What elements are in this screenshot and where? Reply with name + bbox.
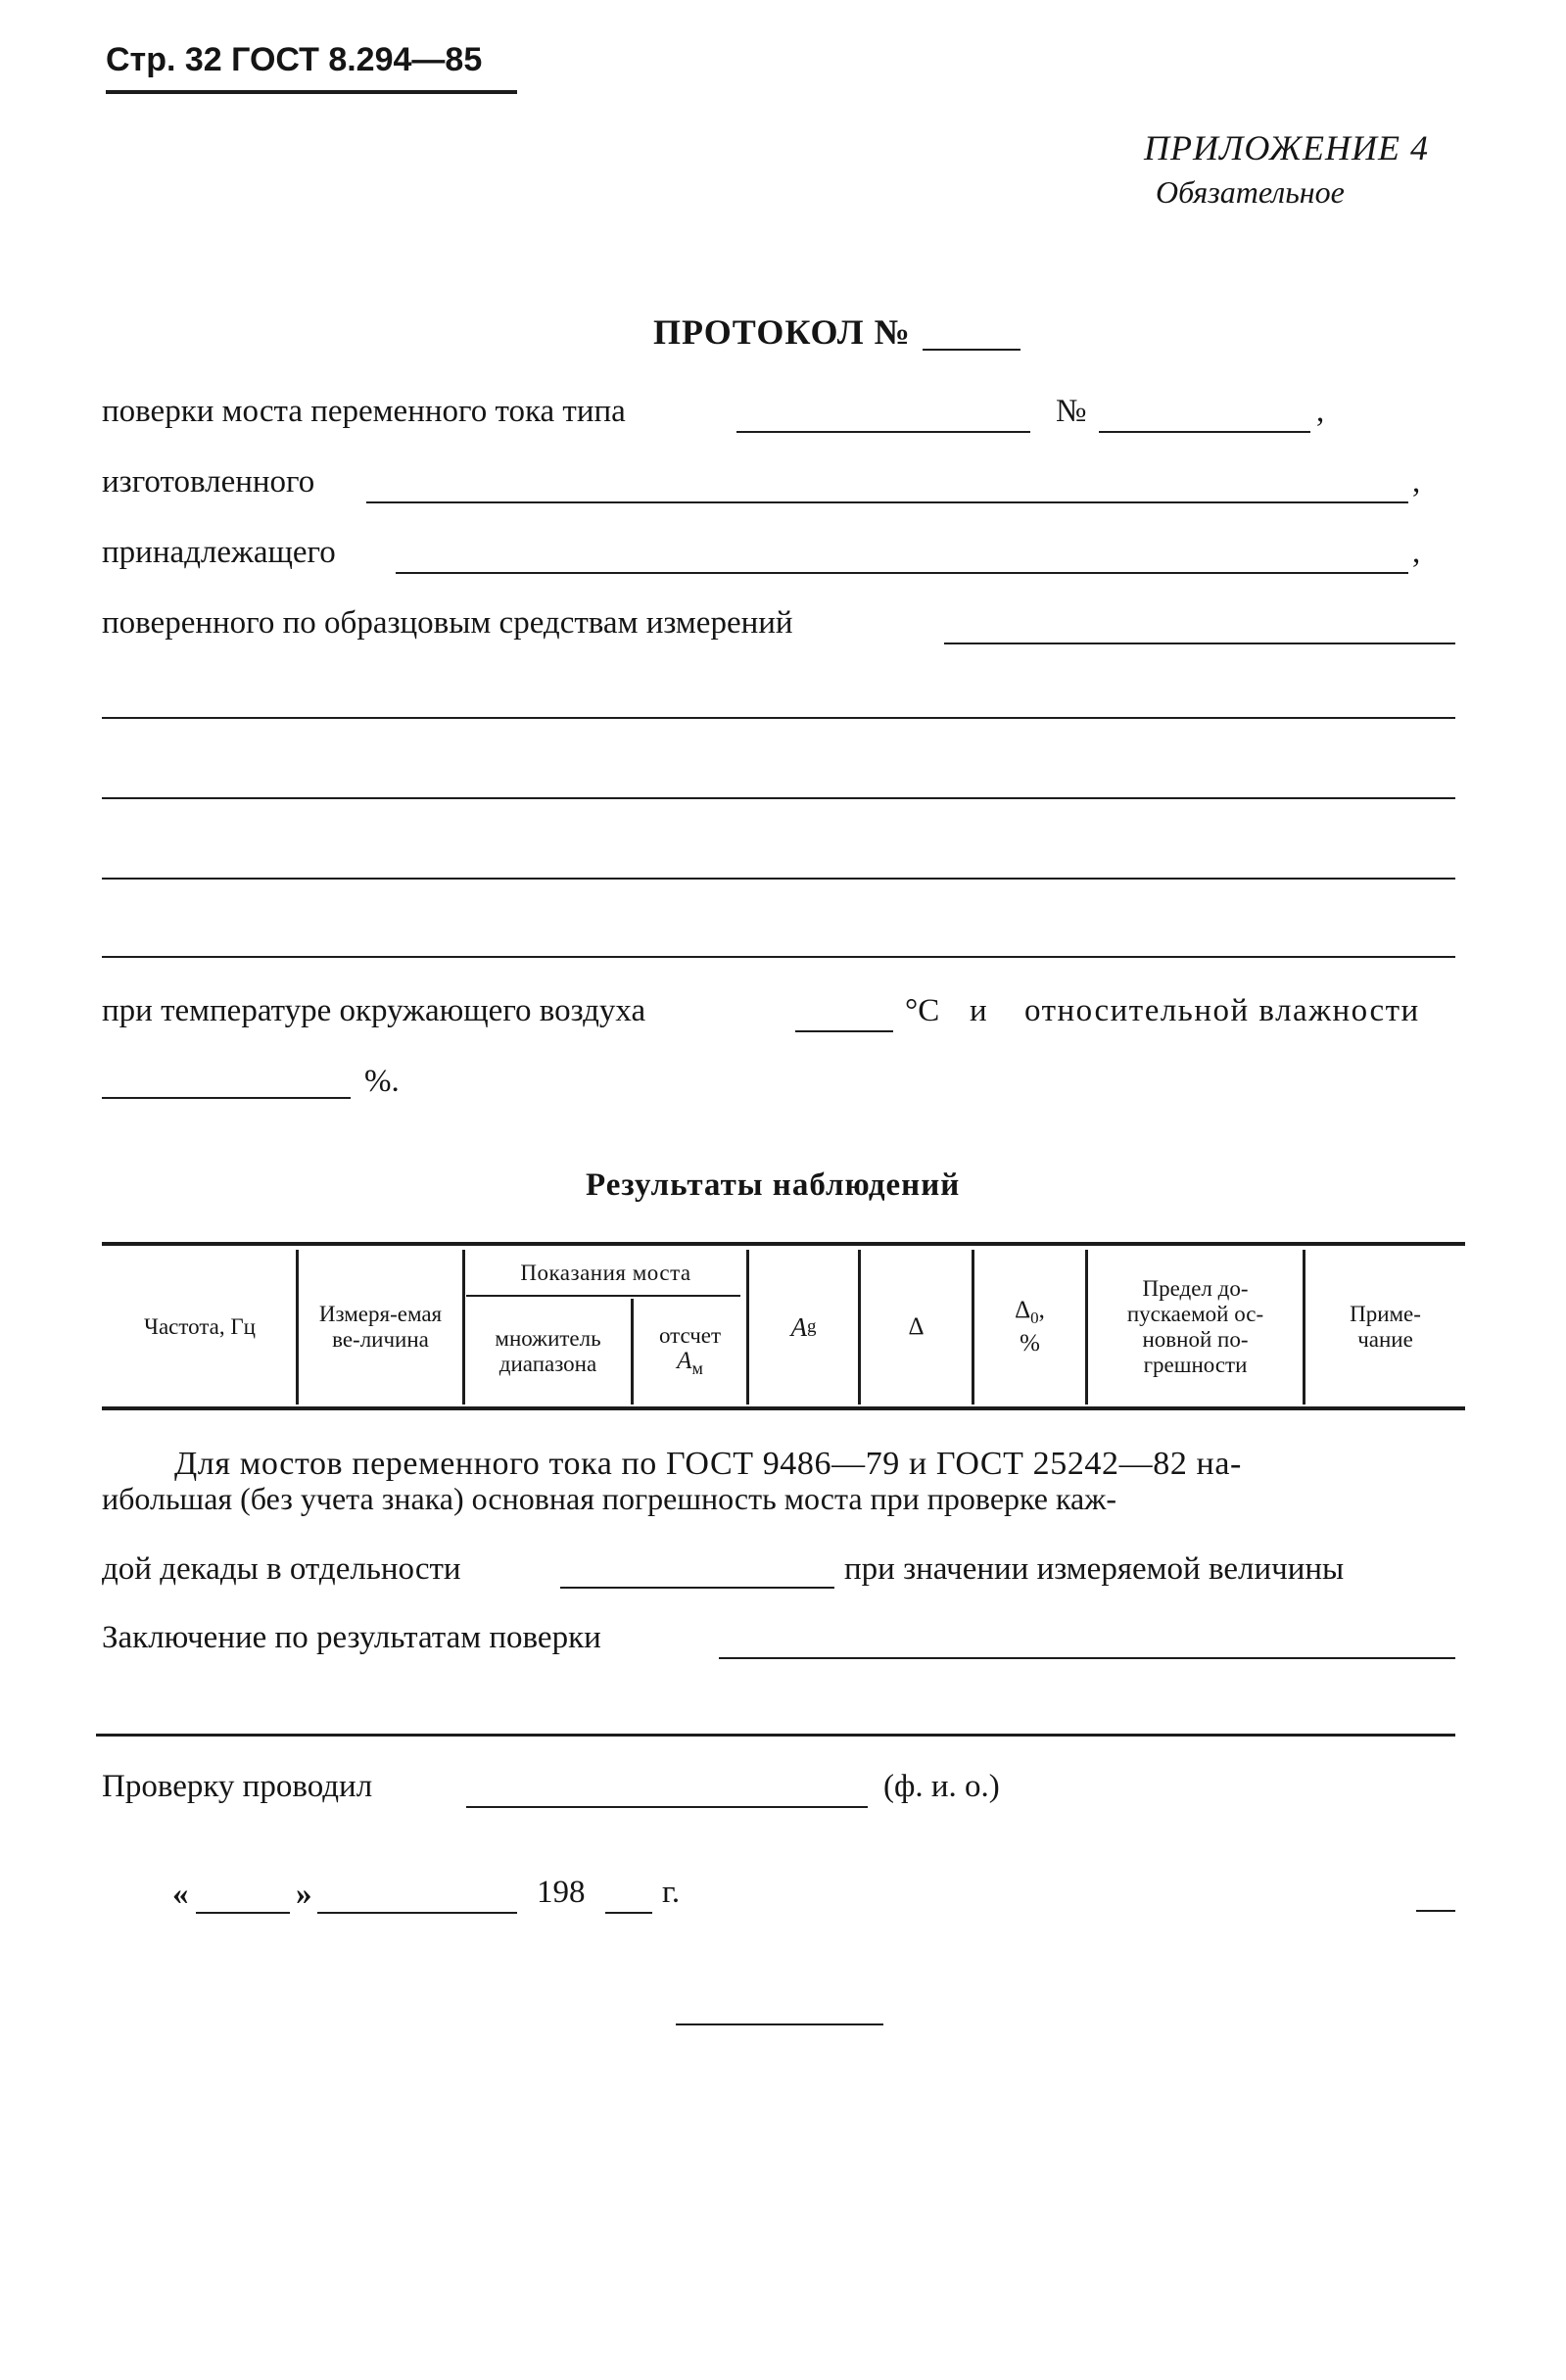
blank-line-3 [102,878,1455,880]
header-note: Приме-чание [1350,1302,1421,1352]
checked-by-label: Проверку проводил [102,1769,373,1804]
header-limit: Предел до-пускаемой ос-новной по-грешности [1126,1276,1264,1377]
owner-label: принадлежащего [102,535,336,570]
year-prefix: 198 [537,1875,586,1910]
conclusion-label: Заключение по результатам поверки [102,1620,601,1655]
bridge-number-field [1099,431,1310,433]
year-suffix: г. [662,1875,681,1910]
checked-by-field [466,1806,868,1808]
decade-error-field [560,1587,834,1589]
bridge-readings-underline [466,1295,740,1297]
para-line-3b: при значении измеряемой величины [844,1551,1345,1587]
blank-line-1 [102,717,1455,719]
results-title: Результаты наблюдений [586,1167,961,1203]
reference-instruments-field [944,643,1455,644]
humidity-label: относительной влажности [1024,993,1420,1028]
percent-sign: %. [364,1064,400,1099]
day-field [196,1912,290,1914]
header-ag: A g [790,1312,817,1342]
verified-label: поверенного по образцовым средствам измерений [102,605,793,641]
temperature-label: при температуре окружающего воздуха [102,993,646,1028]
protocol-title: ПРОТОКОЛ № [653,312,911,352]
quote-open: « [172,1877,189,1912]
para-line-3a: дой декады в отдельности [102,1551,461,1587]
blank-line-4 [102,956,1455,958]
header-delta: Δ [908,1313,925,1340]
protocol-number-field [923,349,1020,351]
and-word: и [970,993,987,1028]
manufacturer-field [366,501,1408,503]
page-header: Стр. 32 ГОСТ 8.294—85 [106,41,483,78]
blank-line-2 [102,797,1455,799]
comma-1: , [1316,394,1325,429]
header-delta0: $\Delta_0$, % [1015,1297,1045,1357]
para-line-2: ибольшая (без учета знака) основная погрешность моста при проверке каж- [102,1481,1117,1516]
para-line-1: Для мостов переменного тока по ГОСТ 9486—79 и ГОСТ 25242—82 на- [174,1446,1242,1482]
bridge-type-label: поверки моста переменного тока типа [102,394,626,429]
conclusion-line-2 [96,1734,1455,1737]
month-field [317,1912,517,1914]
humidity-field [102,1097,351,1099]
header-underline [106,90,517,94]
table-bottom-rule [102,1406,1465,1410]
bridge-type-field [736,431,1030,433]
end-rule [676,2023,883,2025]
quote-close: » [296,1877,312,1912]
header-frequency: Частота, Гц [144,1314,256,1339]
table-top-rule [102,1242,1465,1246]
header-reading: отсчет $A_м$ [658,1322,722,1378]
margin-dash [1416,1910,1455,1912]
fio-label: (ф. и. о.) [883,1769,1000,1804]
header-bridge-readings: Показания моста [520,1261,691,1285]
comma-2: , [1412,464,1421,500]
conclusion-field [719,1657,1455,1659]
owner-field [396,572,1408,574]
appendix-title: ПРИЛОЖЕНИЕ 4 [1144,128,1429,167]
manufactured-label: изготовленного [102,464,315,500]
temperature-unit: °С [905,993,940,1028]
header-multiplier: множитель диапазона [495,1326,601,1376]
comma-3: , [1412,535,1421,570]
appendix-subtitle: Обязательное [1156,174,1345,210]
year-field [605,1912,652,1914]
number-sign: № [1056,394,1087,429]
header-measured-value: Измеря-емая ве-личина [318,1302,443,1352]
temperature-field [795,1030,893,1032]
